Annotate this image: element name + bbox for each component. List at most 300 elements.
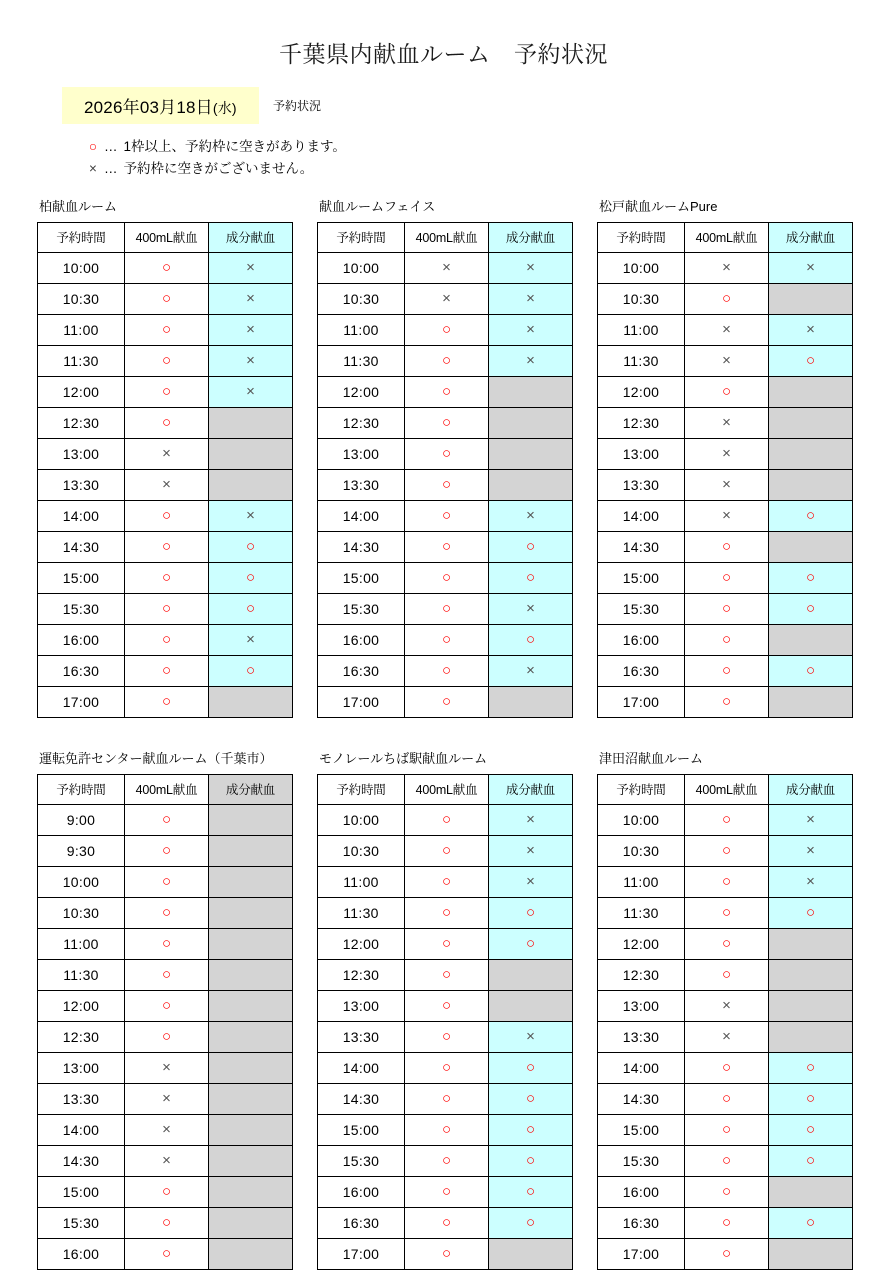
slot-component-status [209,1176,293,1207]
slot-component-status [769,438,853,469]
slot-whole-blood-status[interactable] [685,655,769,686]
slot-component-status[interactable] [209,252,293,283]
slot-component-status[interactable] [769,1114,853,1145]
slot-whole-blood-status[interactable] [125,562,209,593]
slot-component-status [769,959,853,990]
date-row [0,87,887,124]
table-row [38,593,293,624]
table-row [318,1083,573,1114]
slot-whole-blood-status[interactable] [685,345,769,376]
slot-time: 10:30 [598,835,685,866]
col-header-component: 成分献血 [209,222,293,252]
slot-time: 14:00 [38,1114,125,1145]
slot-whole-blood-status[interactable] [685,990,769,1021]
slot-time: 16:00 [38,1238,125,1269]
circle-icon: ○ [721,693,732,711]
slot-component-status[interactable] [489,1083,573,1114]
slot-component-status[interactable] [209,655,293,686]
cross-icon: × [89,160,97,176]
col-header-component: 成分献血 [489,222,573,252]
col-header-whole-blood: 400mL献血 [125,222,209,252]
slot-component-status [209,835,293,866]
slot-whole-blood-status[interactable] [405,624,489,655]
circle-icon: ○ [245,600,256,618]
circle-icon: ○ [161,873,172,891]
table-row [598,624,853,655]
slot-whole-blood-status[interactable] [685,407,769,438]
slot-whole-blood-status[interactable] [125,897,209,928]
slot-component-status[interactable] [489,252,573,283]
slot-whole-blood-status[interactable] [125,804,209,835]
slot-component-status[interactable] [489,804,573,835]
slot-whole-blood-status[interactable] [685,562,769,593]
slot-component-status [209,1238,293,1269]
circle-icon: ○ [161,290,172,308]
slot-component-status[interactable] [209,593,293,624]
slot-component-status[interactable] [769,345,853,376]
slot-time: 12:30 [318,959,405,990]
circle-icon: ○ [721,1059,732,1077]
slot-time: 10:30 [598,283,685,314]
table-header-row [38,774,293,804]
slot-component-status[interactable] [209,562,293,593]
slot-whole-blood-status[interactable] [685,252,769,283]
table-row [38,1176,293,1207]
legend-text-full: 予約枠に空きがございません。 [123,160,314,176]
slot-component-status[interactable] [489,1176,573,1207]
circle-icon: ○ [441,1152,452,1170]
slot-component-status[interactable] [769,897,853,928]
slot-whole-blood-status[interactable] [405,928,489,959]
circle-icon: ○ [161,414,172,432]
table-row [38,1052,293,1083]
slot-time: 14:30 [38,531,125,562]
col-header-time: 予約時間 [318,222,405,252]
slot-time: 15:30 [38,1207,125,1238]
slot-whole-blood-status[interactable] [125,1238,209,1269]
table-row [318,1238,573,1269]
slot-component-status[interactable] [489,1114,573,1145]
slot-whole-blood-status[interactable] [405,1207,489,1238]
table-row [38,1145,293,1176]
slot-whole-blood-status[interactable] [125,500,209,531]
col-header-time: 予約時間 [318,774,405,804]
cross-icon: × [722,352,731,370]
reservation-table [317,222,573,718]
cross-icon: × [246,507,255,525]
slot-whole-blood-status[interactable] [405,990,489,1021]
slot-whole-blood-status[interactable] [125,1207,209,1238]
slot-whole-blood-status[interactable] [125,1114,209,1145]
slot-component-status[interactable] [489,500,573,531]
slot-component-status [769,469,853,500]
slot-whole-blood-status[interactable] [405,1114,489,1145]
circle-icon: ○ [721,904,732,922]
slot-whole-blood-status[interactable] [685,593,769,624]
slot-time: 10:00 [318,252,405,283]
slot-component-status[interactable] [769,1207,853,1238]
slot-component-status[interactable] [489,624,573,655]
slot-component-status [209,1207,293,1238]
slot-whole-blood-status[interactable] [125,593,209,624]
slot-component-status[interactable] [489,1021,573,1052]
table-row [318,835,573,866]
circle-icon: ○ [441,538,452,556]
slot-whole-blood-status[interactable] [125,345,209,376]
slot-component-status[interactable] [209,624,293,655]
slot-time: 13:00 [598,990,685,1021]
slot-whole-blood-status[interactable] [685,314,769,345]
table-row [318,866,573,897]
circle-icon: ○ [441,935,452,953]
slot-whole-blood-status[interactable] [405,835,489,866]
slot-whole-blood-status[interactable] [125,1021,209,1052]
table-row [38,928,293,959]
circle-icon: ○ [441,1059,452,1077]
slot-component-status[interactable] [769,1052,853,1083]
slot-time: 16:30 [318,655,405,686]
slot-whole-blood-status[interactable] [125,686,209,717]
circle-icon: ○ [441,904,452,922]
table-header-row [318,774,573,804]
slot-component-status[interactable] [209,376,293,407]
circle-icon: ○ [441,1090,452,1108]
slot-component-status[interactable] [209,500,293,531]
table-row [598,1052,853,1083]
slot-whole-blood-status[interactable] [405,897,489,928]
circle-icon: ○ [805,507,816,525]
slot-whole-blood-status[interactable] [685,1021,769,1052]
slot-whole-blood-status[interactable] [405,959,489,990]
slot-whole-blood-status[interactable] [125,283,209,314]
slot-component-status[interactable] [209,283,293,314]
slot-whole-blood-status[interactable] [685,1176,769,1207]
slot-whole-blood-status[interactable] [685,283,769,314]
slot-whole-blood-status[interactable] [125,1083,209,1114]
slot-time: 12:00 [318,928,405,959]
table-row [318,407,573,438]
slot-component-status[interactable] [489,531,573,562]
slot-whole-blood-status[interactable] [125,469,209,500]
slot-time: 14:30 [318,531,405,562]
slot-component-status[interactable] [769,866,853,897]
table-row [598,866,853,897]
slot-component-status [489,1238,573,1269]
slot-time: 12:30 [38,1021,125,1052]
circle-icon: ○ [525,904,536,922]
slot-whole-blood-status[interactable] [405,438,489,469]
cross-icon: × [722,259,731,277]
table-row [38,407,293,438]
slot-whole-blood-status[interactable] [405,804,489,835]
slot-whole-blood-status[interactable] [125,624,209,655]
table-row [318,469,573,500]
slot-component-status[interactable] [209,314,293,345]
slot-whole-blood-status[interactable] [685,624,769,655]
slot-time: 14:00 [38,500,125,531]
slot-whole-blood-status[interactable] [125,252,209,283]
circle-icon: ○ [525,1214,536,1232]
slot-component-status[interactable] [489,562,573,593]
col-header-whole-blood: 400mL献血 [405,774,489,804]
circle-icon: ○ [161,538,172,556]
cross-icon: × [806,842,815,860]
circle-icon: ○ [805,600,816,618]
cross-icon: × [526,507,535,525]
slot-component-status[interactable] [489,655,573,686]
slot-whole-blood-status[interactable] [685,1207,769,1238]
reservation-table [597,774,853,1270]
circle-icon: ○ [805,662,816,680]
col-header-component: 成分献血 [209,774,293,804]
slot-whole-blood-status[interactable] [405,345,489,376]
slot-component-status[interactable] [489,283,573,314]
slot-time: 11:30 [318,345,405,376]
slot-component-status[interactable] [489,835,573,866]
table-row [598,1114,853,1145]
circle-icon: ○ [441,966,452,984]
slot-whole-blood-status[interactable] [405,1021,489,1052]
slot-whole-blood-status[interactable] [405,686,489,717]
slot-whole-blood-status[interactable] [685,1052,769,1083]
slot-component-status[interactable] [769,252,853,283]
slot-whole-blood-status[interactable] [125,438,209,469]
table-row [38,531,293,562]
slot-whole-blood-status[interactable] [685,438,769,469]
slot-component-status[interactable] [489,314,573,345]
slot-component-status[interactable] [489,897,573,928]
slot-time: 14:30 [38,1145,125,1176]
table-row [598,1021,853,1052]
slot-component-status [489,686,573,717]
slot-time: 13:30 [598,469,685,500]
slot-whole-blood-status[interactable] [405,1083,489,1114]
legend-line-full [82,158,887,180]
slot-component-status[interactable] [769,314,853,345]
slot-whole-blood-status[interactable] [405,376,489,407]
cross-icon: × [246,259,255,277]
slot-component-status[interactable] [769,500,853,531]
slot-whole-blood-status[interactable] [405,655,489,686]
slot-whole-blood-status[interactable] [125,655,209,686]
slot-component-status [209,866,293,897]
slot-whole-blood-status[interactable] [685,531,769,562]
slot-whole-blood-status[interactable] [405,500,489,531]
col-header-whole-blood: 400mL献血 [125,774,209,804]
slot-time: 11:30 [38,959,125,990]
slot-whole-blood-status[interactable] [125,1176,209,1207]
slot-time: 12:00 [598,376,685,407]
slot-time: 10:00 [38,252,125,283]
date-weekday: (水) [212,100,237,116]
table-row [318,1114,573,1145]
legend [0,136,887,180]
reservation-table [37,222,293,718]
circle-icon: ○ [161,811,172,829]
slot-whole-blood-status[interactable] [125,531,209,562]
cross-icon: × [526,600,535,618]
table-header-row [598,774,853,804]
slot-whole-blood-status[interactable] [125,1145,209,1176]
cross-icon: × [722,414,731,432]
table-row [318,283,573,314]
table-row [598,252,853,283]
room-table-block [37,748,317,1270]
circle-icon: ○ [441,352,452,370]
slot-whole-blood-status[interactable] [685,928,769,959]
slot-component-status[interactable] [769,1145,853,1176]
slot-whole-blood-status[interactable] [685,1145,769,1176]
table-row [38,686,293,717]
slot-time: 14:30 [318,1083,405,1114]
table-row [318,624,573,655]
slot-component-status[interactable] [489,866,573,897]
slot-component-status [769,407,853,438]
slot-whole-blood-status[interactable] [685,1083,769,1114]
slot-component-status[interactable] [769,562,853,593]
legend-line-available [82,136,887,158]
table-row [598,407,853,438]
circle-icon: ○ [161,569,172,587]
slot-component-status[interactable] [489,1145,573,1176]
slot-component-status[interactable] [769,804,853,835]
slot-whole-blood-status[interactable] [405,866,489,897]
slot-whole-blood-status[interactable] [685,959,769,990]
slot-whole-blood-status[interactable] [685,500,769,531]
slot-whole-blood-status[interactable] [405,1145,489,1176]
col-header-component: 成分献血 [489,774,573,804]
slot-whole-blood-status[interactable] [685,835,769,866]
slot-whole-blood-status[interactable] [405,252,489,283]
cross-icon: × [722,321,731,339]
slot-component-status[interactable] [489,928,573,959]
slot-component-status [209,804,293,835]
slot-whole-blood-status[interactable] [125,376,209,407]
cross-icon: × [246,631,255,649]
slot-whole-blood-status[interactable] [405,531,489,562]
cross-icon: × [526,259,535,277]
slot-component-status[interactable] [769,655,853,686]
slot-whole-blood-status[interactable] [125,959,209,990]
slot-component-status[interactable] [489,1052,573,1083]
slot-time: 13:30 [318,469,405,500]
slot-time: 13:30 [598,1021,685,1052]
table-row [38,1021,293,1052]
slot-whole-blood-status[interactable] [685,376,769,407]
slot-time: 13:00 [318,438,405,469]
room-name: 献血ルームフェイス [319,198,436,214]
cross-icon: × [246,321,255,339]
slot-time: 12:30 [318,407,405,438]
cross-icon: × [806,811,815,829]
slot-whole-blood-status[interactable] [405,1238,489,1269]
slot-whole-blood-status[interactable] [685,1238,769,1269]
slot-component-status[interactable] [209,345,293,376]
cross-icon: × [162,1059,171,1077]
slot-time: 11:00 [38,314,125,345]
date-side-label: 予約状況 [273,99,322,113]
slot-time: 11:00 [38,928,125,959]
slot-whole-blood-status[interactable] [405,283,489,314]
circle-icon: ○ [441,997,452,1015]
slot-whole-blood-status[interactable] [405,593,489,624]
circle-icon: ○ [525,935,536,953]
circle-icon: ○ [721,569,732,587]
slot-component-status[interactable] [209,531,293,562]
slot-whole-blood-status[interactable] [405,314,489,345]
slot-whole-blood-status[interactable] [685,897,769,928]
tables-row-top [37,196,887,718]
slot-whole-blood-status[interactable] [125,928,209,959]
slot-time: 17:00 [318,1238,405,1269]
slot-time: 13:30 [318,1021,405,1052]
slot-whole-blood-status[interactable] [685,1114,769,1145]
circle-icon: ○ [525,538,536,556]
circle-icon: ○ [721,935,732,953]
table-row [318,928,573,959]
cross-icon: × [162,1152,171,1170]
slot-time: 12:00 [38,376,125,407]
slot-whole-blood-status[interactable] [125,990,209,1021]
cross-icon: × [246,352,255,370]
slot-whole-blood-status[interactable] [405,469,489,500]
slot-whole-blood-status[interactable] [405,407,489,438]
slot-whole-blood-status[interactable] [405,1052,489,1083]
slot-whole-blood-status[interactable] [685,866,769,897]
table-row [38,804,293,835]
slot-whole-blood-status[interactable] [125,835,209,866]
slot-whole-blood-status[interactable] [685,469,769,500]
circle-icon: ○ [161,1245,172,1263]
slot-component-status[interactable] [489,345,573,376]
circle-icon: ○ [721,1245,732,1263]
slot-time: 16:00 [318,624,405,655]
slot-component-status [769,1238,853,1269]
circle-icon: ○ [161,259,172,277]
slot-whole-blood-status[interactable] [405,1176,489,1207]
circle-icon: ○ [245,569,256,587]
cross-icon: × [526,321,535,339]
slot-time: 14:00 [318,500,405,531]
reservation-table [37,774,293,1270]
circle-icon: ○ [525,1183,536,1201]
slot-component-status[interactable] [489,593,573,624]
circle-icon: ○ [441,693,452,711]
slot-component-status[interactable] [489,1207,573,1238]
slot-whole-blood-status[interactable] [685,804,769,835]
slot-component-status[interactable] [769,593,853,624]
cross-icon: × [442,290,451,308]
slot-whole-blood-status[interactable] [125,1052,209,1083]
slot-time: 14:00 [598,500,685,531]
table-row [38,835,293,866]
table-row [318,959,573,990]
slot-component-status[interactable] [769,835,853,866]
slot-whole-blood-status[interactable] [405,562,489,593]
slot-whole-blood-status[interactable] [125,866,209,897]
slot-whole-blood-status[interactable] [125,407,209,438]
table-row [318,345,573,376]
cross-icon: × [722,1028,731,1046]
slot-whole-blood-status[interactable] [685,686,769,717]
table-header-row [598,222,853,252]
slot-time: 14:30 [598,531,685,562]
slot-component-status [209,686,293,717]
slot-whole-blood-status[interactable] [125,314,209,345]
slot-component-status[interactable] [769,1083,853,1114]
slot-time: 16:30 [318,1207,405,1238]
tables-row-bottom [37,748,887,1270]
